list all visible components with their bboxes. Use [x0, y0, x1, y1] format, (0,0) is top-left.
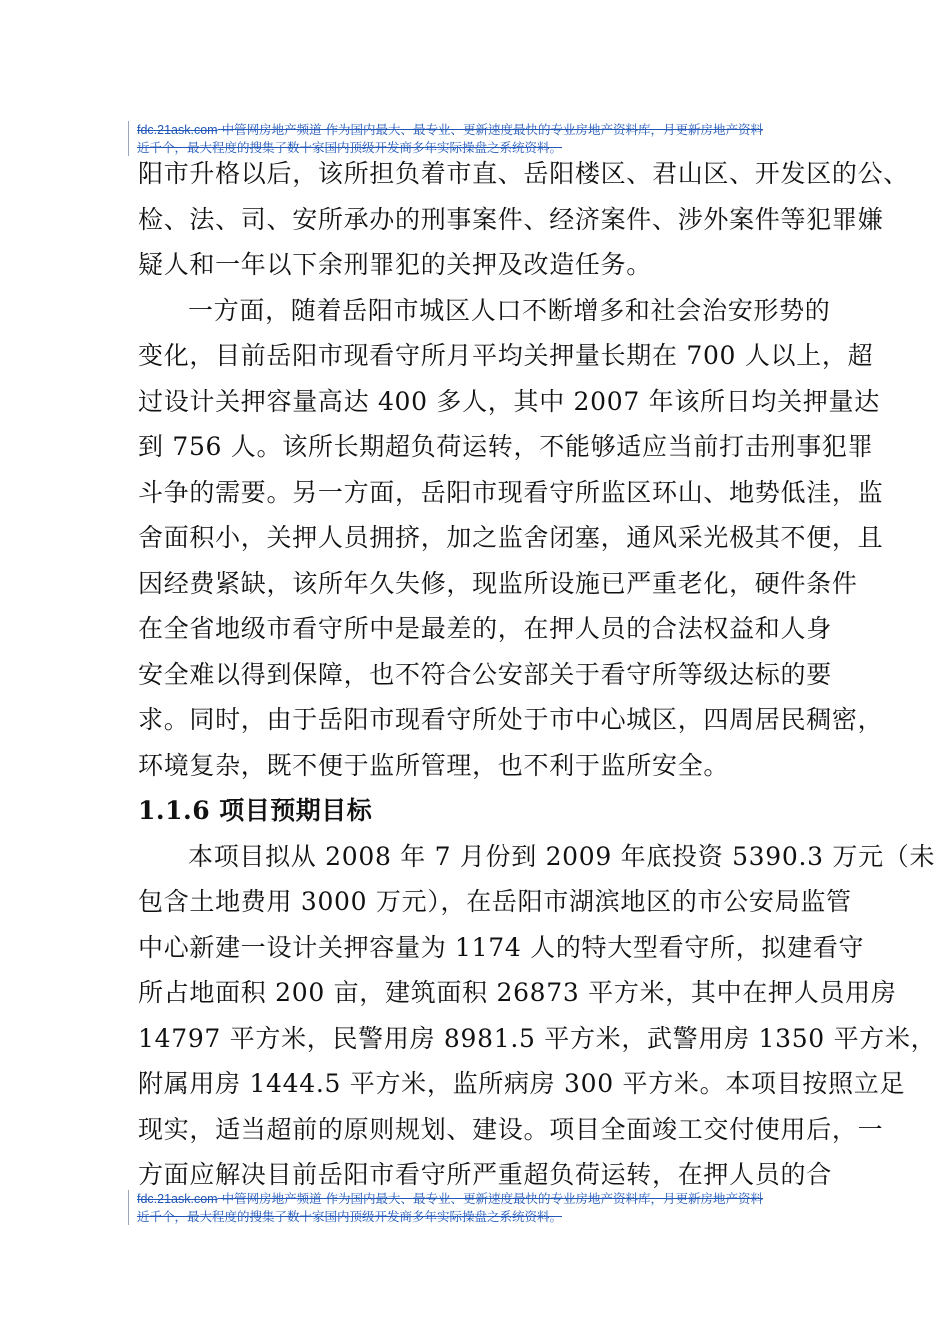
- paragraph-line: 14797 平方米，民警用房 8981.5 平方米，武警用房 1350 平方米，: [138, 1023, 937, 1053]
- section-heading: 1.1.6 项目预期目标: [138, 796, 373, 825]
- banner-line-1: fdc.21ask.com 中管网房地产频道 作为国内最大、最专业、更新速度最快的专业房地产资料库，月更新房地产资料: [137, 122, 764, 137]
- paragraph-line: 在全省地级市看守所中是最差的，在押人员的合法权益和人身: [138, 614, 832, 643]
- banner-site-link[interactable]: fdc.21ask.com: [137, 1192, 218, 1206]
- paragraph-line: 到 756 人。该所长期超负荷运转，不能够适应当前打击刑事犯罪: [138, 432, 874, 461]
- paragraph-line: 过设计关押容量高达 400 多人，其中 2007 年该所日均关押量达: [138, 386, 880, 416]
- paragraph-line: 变化，目前岳阳市现看守所月平均关押量长期在 700 人以上，超: [138, 341, 874, 370]
- paragraph-line: 附属用房 1444.5 平方米，监所病房 300 平方米。本项目按照立足: [138, 1069, 906, 1098]
- paragraph-line: 环境复杂，既不便于监所管理，也不利于监所安全。: [138, 750, 730, 780]
- document-body: [138, 151, 937, 1198]
- paragraph-line: 求。同时，由于岳阳市现看守所处于市中心城区，四周居民稠密，: [138, 705, 884, 734]
- footer-banner: [128, 1190, 852, 1225]
- banner-line-2: 近千个，最大程度的搜集了数十家国内顶级开发商多年实际操盘之系统资料。: [137, 1209, 563, 1224]
- paragraph-line: 包含土地费用 3000 万元），在岳阳市湖滨地区的市公安局监管: [138, 887, 852, 916]
- paragraph-line: 疑人和一年以下余刑罪犯的关押及改造任务。: [138, 250, 653, 279]
- paragraph-line: 舍面积小，关押人员拥挤，加之监舍闭塞，通风采光极其不便，且: [138, 523, 884, 552]
- banner-line-1: fdc.21ask.com 中管网房地产频道 作为国内最大、最专业、更新速度最快的专业房地产资料库，月更新房地产资料: [137, 1191, 764, 1206]
- paragraph-line: 中心新建一设计关押容量为 1174 人的特大型看守所，拟建看守: [138, 932, 865, 962]
- paragraph-line: 阳市升格以后，该所担负着市直、岳阳楼区、君山区、开发区的公、: [138, 159, 910, 188]
- banner-site-link[interactable]: fdc.21ask.com: [137, 123, 218, 137]
- paragraph-line: 检、法、司、安所承办的刑事案件、经济案件、涉外案件等犯罪嫌: [138, 204, 884, 234]
- paragraph-line: 本项目拟从 2008 年 7 月份到 2009 年底投资 5390.3 万元（未: [188, 841, 936, 871]
- paragraph-line: 现实，适当超前的原则规划、建设。项目全面竣工交付使用后，一: [138, 1114, 884, 1144]
- banner-line-2: 近千个，最大程度的搜集了数十家国内顶级开发商多年实际操盘之系统资料。: [137, 140, 563, 155]
- paragraph-line: 方面应解决目前岳阳市看守所严重超负荷运转，在押人员的合: [138, 1160, 832, 1189]
- paragraph-line: 斗争的需要。另一方面，岳阳市现看守所监区环山、地势低洼，监: [138, 477, 884, 507]
- paragraph-line: 所占地面积 200 亩，建筑面积 26873 平方米，其中在押人员用房: [138, 978, 897, 1007]
- paragraph-line: 安全难以得到保障，也不符合公安部关于看守所等级达标的要: [138, 659, 832, 689]
- paragraph-line: 因经费紧缺，该所年久失修，现监所设施已严重老化，硬件条件: [138, 568, 858, 598]
- paragraph-line: 一方面，随着岳阳市城区人口不断增多和社会治安形势的: [188, 295, 831, 325]
